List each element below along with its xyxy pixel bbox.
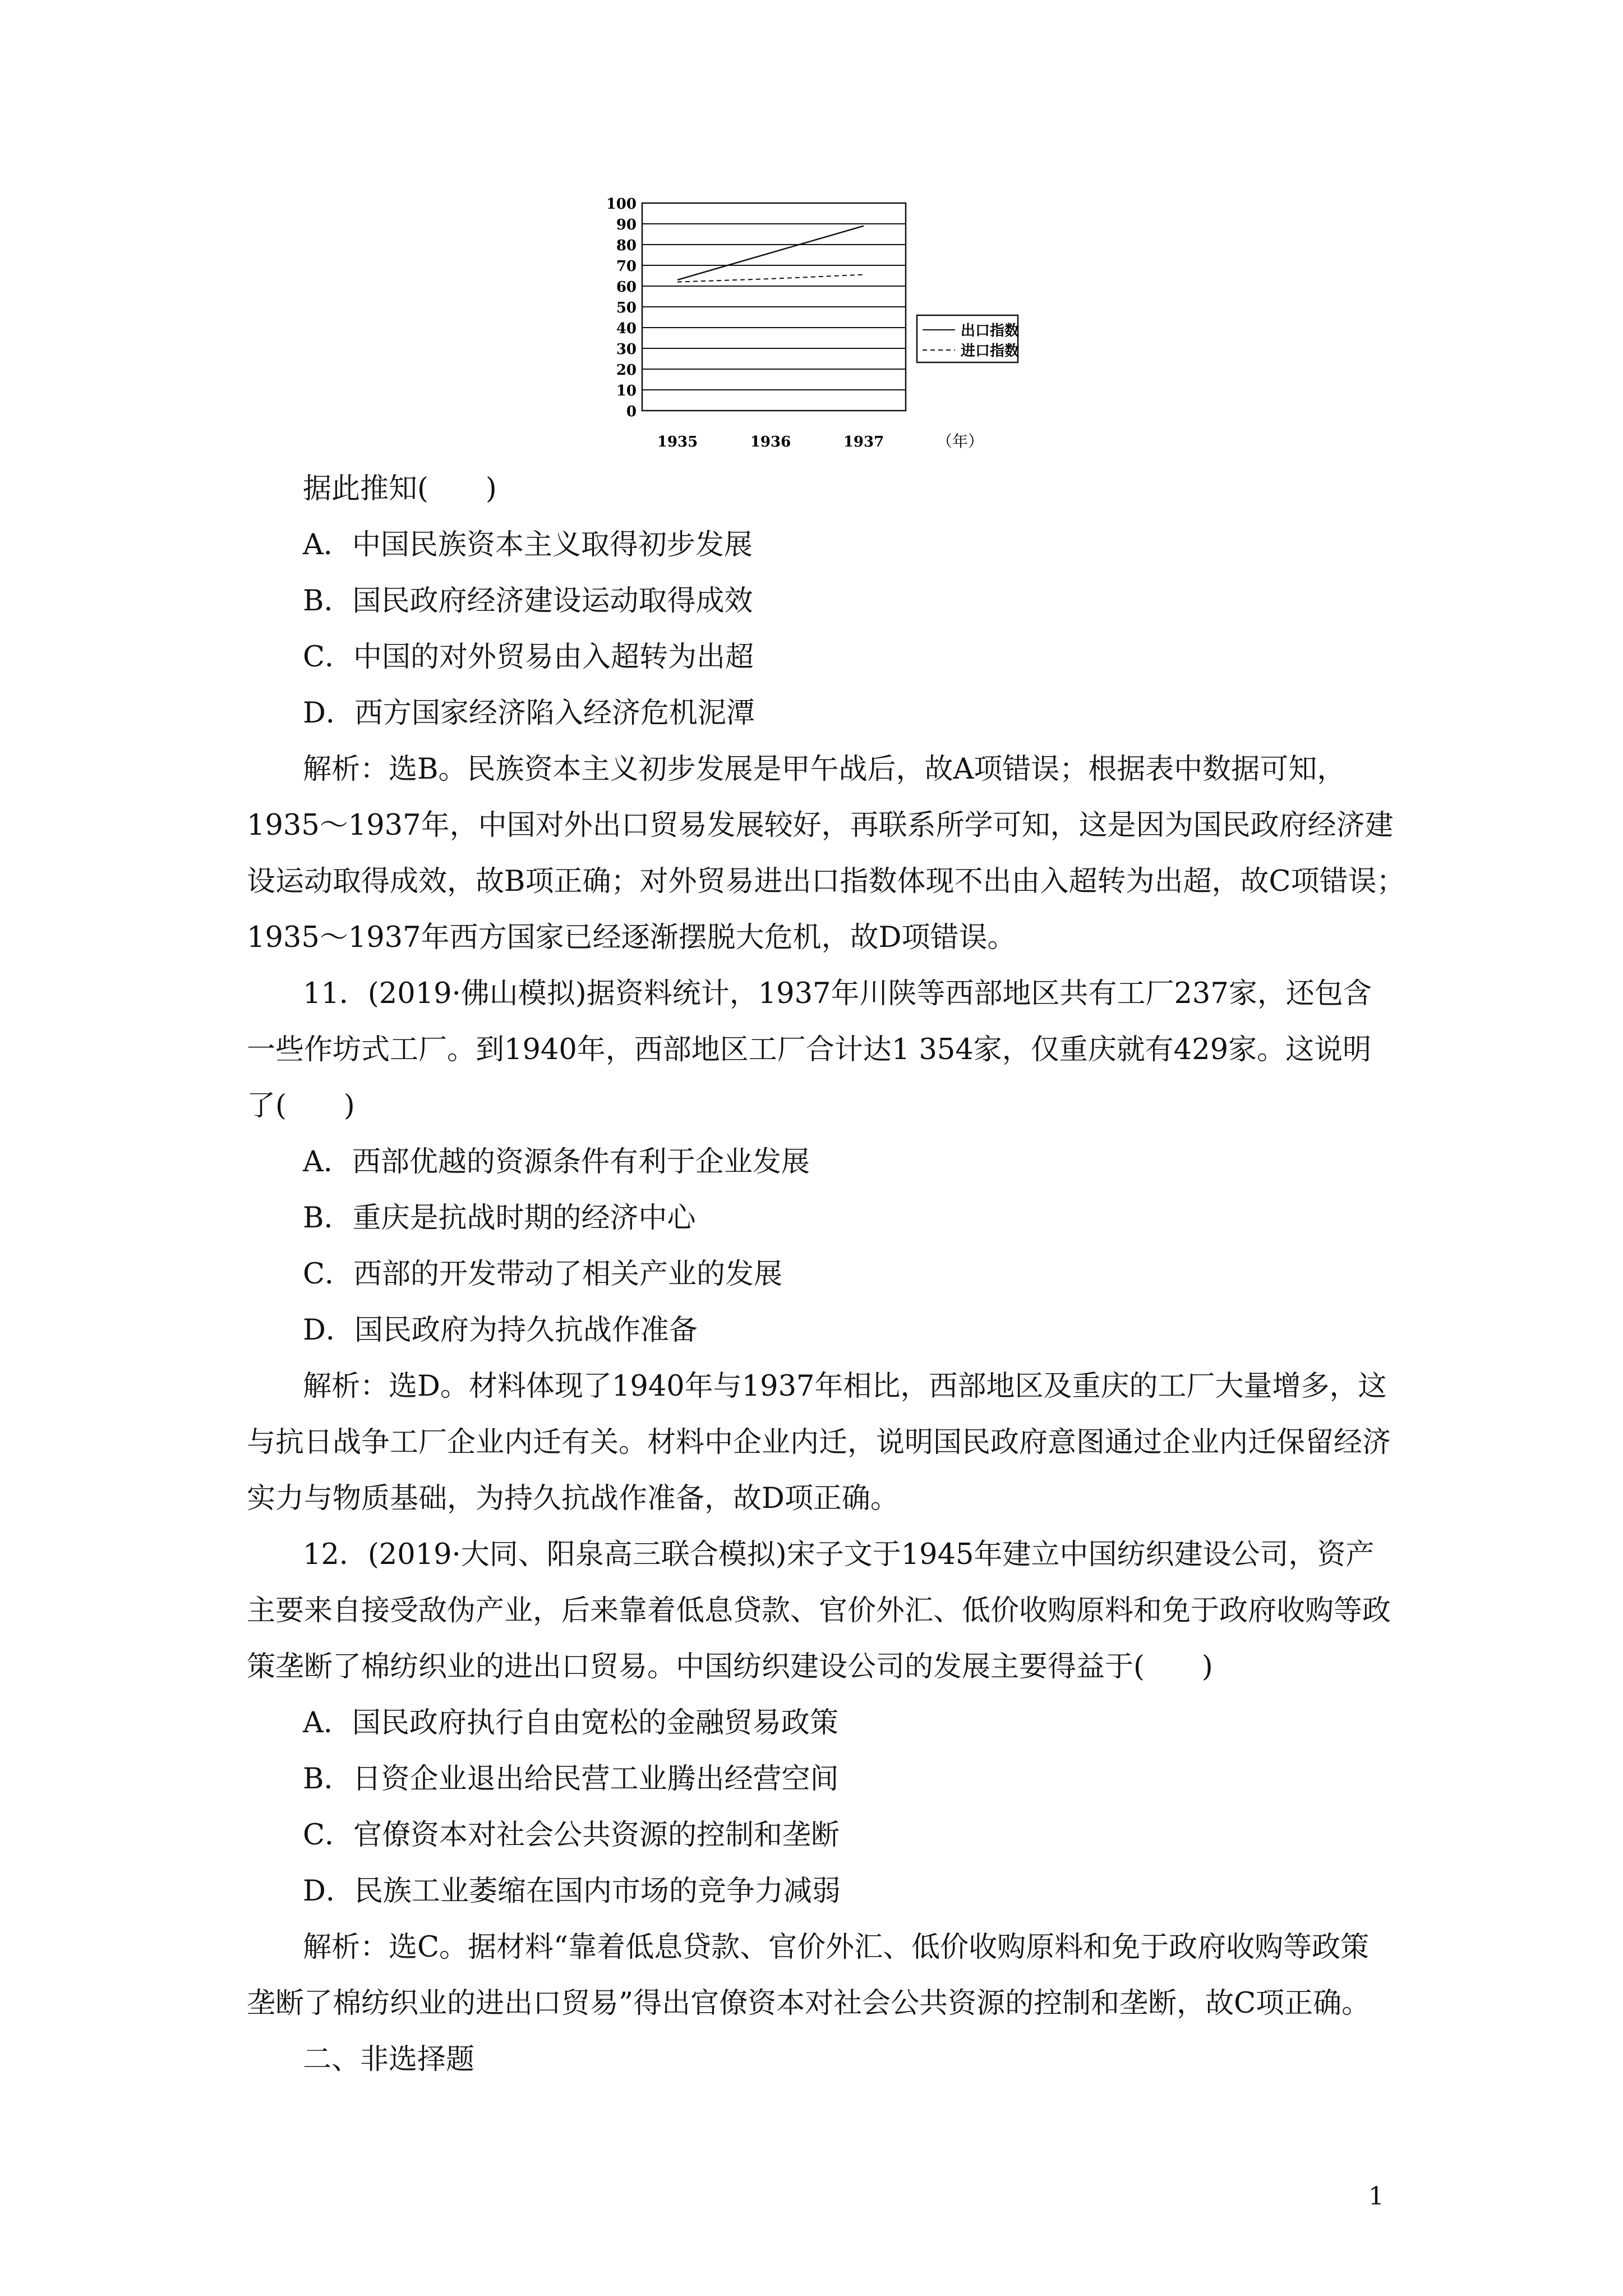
q10-analysis-line-4: 1935～1937年西方国家已经逐渐摆脱大危机，故D项错误。 <box>247 921 1016 954</box>
q12-analysis-line-1: 解析：选C。据材料“靠着低息贷款、官价外汇、低价收购原料和免于政府收购等政策 <box>303 1931 1370 1964</box>
chart-series <box>677 226 864 282</box>
q12-option-b[interactable]: B．日资企业退出给民营工业腾出经营空间 <box>303 1763 839 1796</box>
q10-analysis-line-3: 设运动取得成效，故B项正确；对外贸易进出口指数体现不出由入超转为出超，故C项错误； <box>247 865 1405 898</box>
q11-option-d[interactable]: D．国民政府为持久抗战作准备 <box>303 1314 698 1347</box>
chart-legend <box>917 315 1019 362</box>
q10-option-b[interactable]: B．国民政府经济建设运动取得成效 <box>303 585 753 618</box>
series-line-0 <box>677 226 864 280</box>
q10-option-d[interactable]: D．西方国家经济陷入经济危机泥潭 <box>303 697 755 730</box>
x-tick-label: 1936 <box>750 434 791 450</box>
q10-option-c[interactable]: C．中国的对外贸易由入超转为出超 <box>303 641 754 674</box>
q12-stem-line-2: 主要来自接受敌伪产业，后来靠着低息贷款、官价外汇、低价收购原料和免于政府收购等政 <box>247 1594 1391 1627</box>
series-line-1 <box>677 275 864 282</box>
q12-stem-line-1: 12．(2019·大同、阳泉高三联合模拟)宋子文于1945年建立中国纺织建设公司，资产 <box>303 1538 1375 1571</box>
y-tick-label: 20 <box>616 362 637 379</box>
x-axis-unit: （年） <box>937 432 984 450</box>
q10-analysis-line-1: 解析：选B。民族资本主义初步发展是甲午战后，故A项错误；根据表中数据可知， <box>303 753 1346 786</box>
q11-stem-line-2: 一些作坊式工厂。到1940年，西部地区工厂合计达1 354家，仅重庆就有429家。这说明 <box>247 1033 1372 1066</box>
y-tick-label: 50 <box>616 300 637 316</box>
q11-analysis-line-2: 与抗日战争工厂企业内迁有关。材料中企业内迁，说明国民政府意图通过企业内迁保留经济 <box>247 1426 1391 1459</box>
q10-stem: 据此推知( ) <box>303 472 497 505</box>
chart-grid <box>642 203 906 411</box>
q12-option-d[interactable]: D．民族工业萎缩在国内市场的竞争力减弱 <box>303 1875 841 1908</box>
q11-option-b[interactable]: B．重庆是抗战时期的经济中心 <box>303 1202 696 1235</box>
q11-analysis-line-1: 解析：选D。材料体现了1940年与1937年相比，西部地区及重庆的工厂大量增多，这 <box>303 1370 1387 1403</box>
y-tick-label: 60 <box>616 279 637 296</box>
y-tick-label: 40 <box>616 320 637 337</box>
q11-analysis-line-3: 实力与物质基础，为持久抗战作准备，故D项正确。 <box>247 1482 899 1515</box>
y-axis-tick-labels <box>606 196 637 420</box>
q12-analysis-line-2: 垄断了棉纺织业的进出口贸易”得出官僚资本对社会公共资源的控制和垄断，故C项正确。 <box>247 1987 1371 2020</box>
y-tick-label: 70 <box>616 258 637 275</box>
q11-option-a[interactable]: A．西部优越的资源条件有利于企业发展 <box>303 1145 810 1179</box>
y-tick-label: 0 <box>626 403 637 420</box>
x-tick-label: 1937 <box>843 434 884 450</box>
q11-stem-line-3: 了( ) <box>247 1089 355 1122</box>
y-tick-label: 30 <box>616 341 637 358</box>
page-number: 1 <box>1368 2182 1384 2211</box>
legend-label: 进口指数 <box>961 343 1020 360</box>
q11-option-c[interactable]: C．西部的开发带动了相关产业的发展 <box>303 1258 783 1291</box>
y-tick-label: 100 <box>606 196 637 213</box>
y-tick-label: 80 <box>616 237 637 254</box>
y-tick-label: 90 <box>616 217 637 233</box>
x-axis-tick-labels <box>657 434 884 450</box>
q10-analysis-line-2: 1935～1937年，中国对外出口贸易发展较好，再联系所学可知，这是因为国民政府经济建 <box>247 809 1394 842</box>
y-tick-label: 10 <box>616 383 637 399</box>
legend-label: 出口指数 <box>961 323 1020 339</box>
trade-index-chart <box>594 191 1021 460</box>
q12-stem-line-3: 策垄断了棉纺织业的进出口贸易。中国纺织建设公司的发展主要得益于( ) <box>247 1650 1213 1683</box>
x-tick-label: 1935 <box>657 434 698 450</box>
q12-option-c[interactable]: C．官僚资本对社会公共资源的控制和垄断 <box>303 1819 840 1852</box>
q10-option-a[interactable]: A．中国民族资本主义取得初步发展 <box>303 528 753 562</box>
section-title: 二、非选择题 <box>303 2043 475 2076</box>
q11-stem-line-1: 11．(2019·佛山模拟)据资料统计，1937年川陕等西部地区共有工厂237家，还包含 <box>303 977 1372 1010</box>
q12-option-a[interactable]: A．国民政府执行自由宽松的金融贸易政策 <box>303 1706 838 1740</box>
